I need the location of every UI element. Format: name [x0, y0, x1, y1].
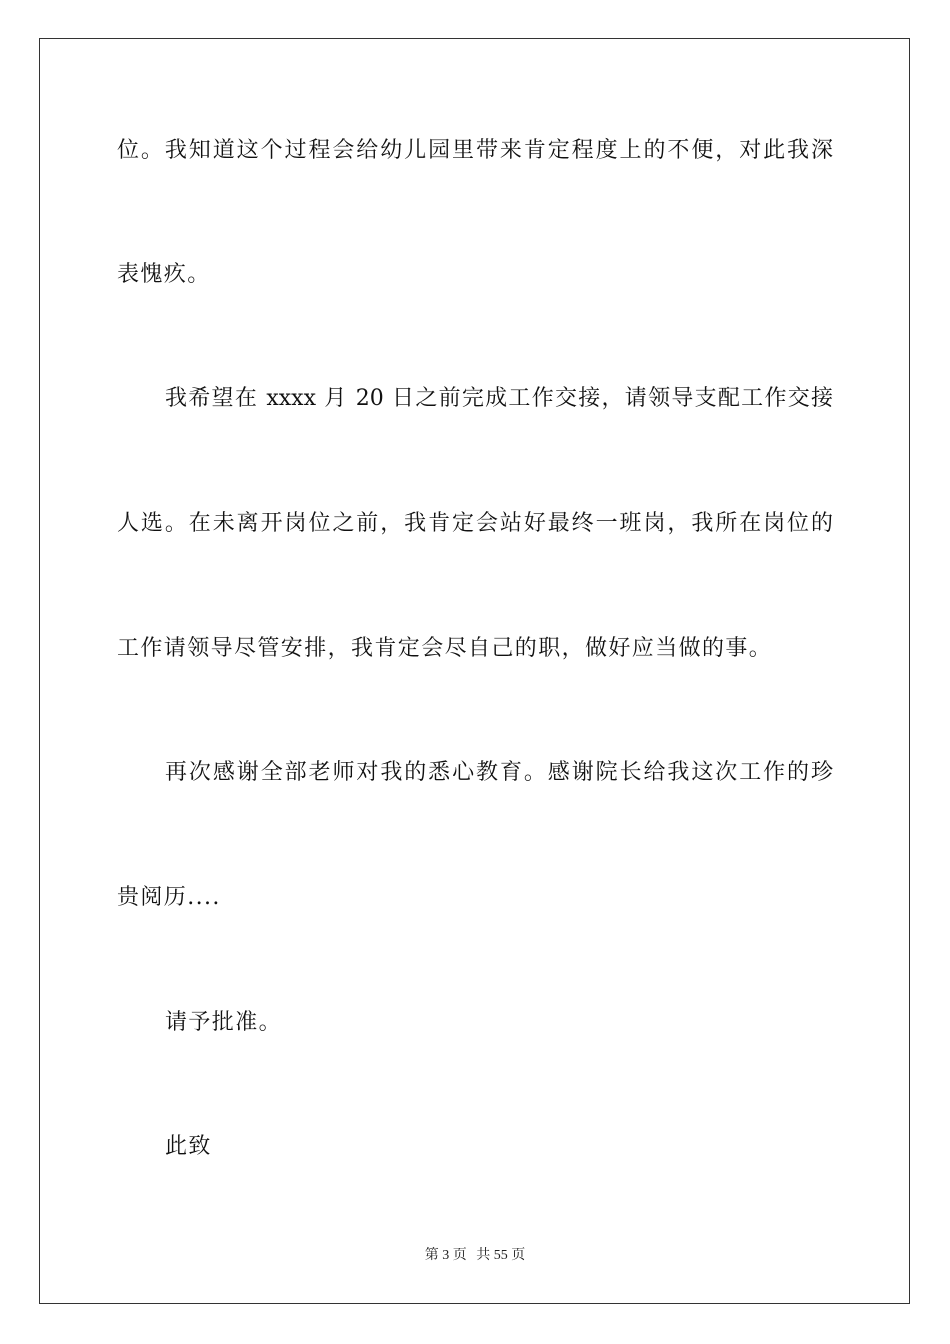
page-border [39, 38, 910, 1304]
text-line: 人选。在未离开岗位之前，我肯定会站好最终一班岗，我所在岗位的 [117, 511, 833, 536]
text-line: 工作请领导尽管安排，我肯定会尽自己的职，做好应当做的事。 [117, 636, 773, 661]
page-total: 共 55 页 [476, 1248, 526, 1263]
closing-salutation: 此致 [165, 1134, 212, 1159]
page-number: 第 3 页 [424, 1248, 467, 1263]
text-line: 再次感谢全部老师对我的悉心教育。感谢院长给我这次工作的珍 [165, 760, 833, 785]
text-line: 请予批准。 [165, 1010, 283, 1035]
text-line: 表愧疚。 [117, 262, 211, 287]
text-line: 位。我知道这个过程会给幼儿园里带来肯定程度上的不便，对此我深 [117, 138, 833, 163]
page-footer [0, 1247, 950, 1265]
text-line: 贵阅历.... [117, 885, 221, 910]
text-line: 我希望在 xxxx 月 20 日之前完成工作交接，请领导支配工作交接 [165, 386, 833, 411]
